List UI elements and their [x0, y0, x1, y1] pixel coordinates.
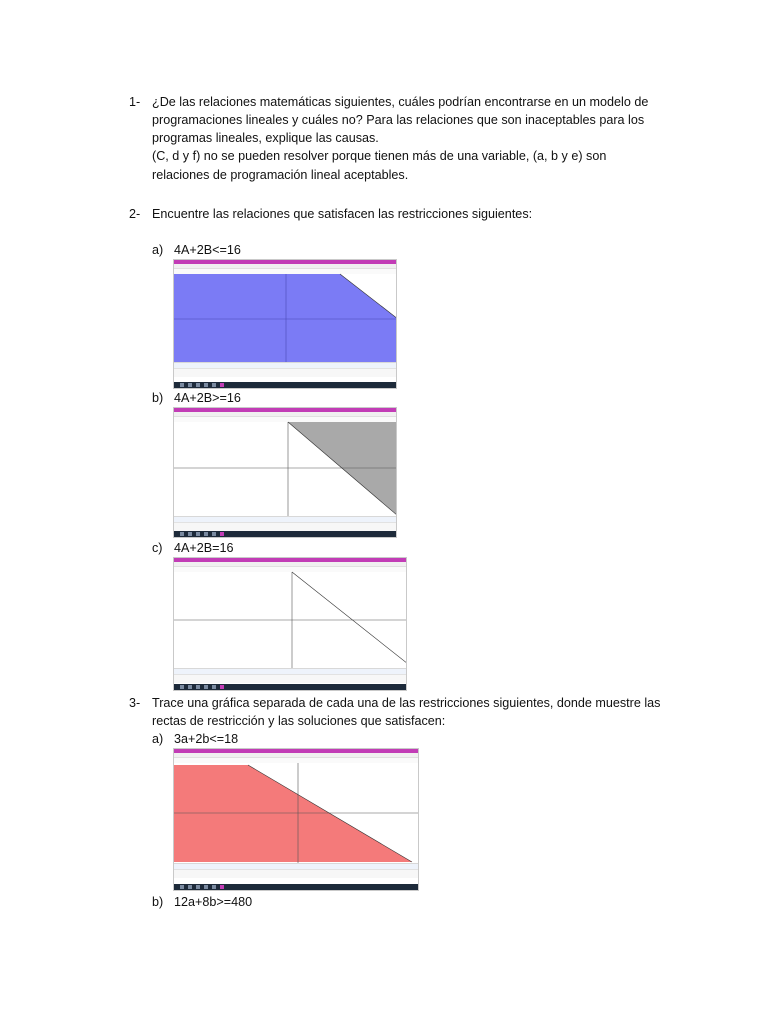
screenshot-2b — [173, 407, 397, 538]
q2-item-a-label: a) — [152, 243, 164, 257]
q2-item-b-text: 4A+2B>=16 — [174, 391, 241, 405]
q2-number: 2- — [129, 207, 141, 221]
window-algebra-bar — [174, 522, 396, 531]
q2-item-b-label: b) — [152, 391, 164, 405]
q2-item-c-text: 4A+2B=16 — [174, 541, 234, 555]
q3-number: 3- — [129, 696, 141, 710]
os-taskbar — [174, 531, 396, 537]
window-algebra-bar — [174, 368, 396, 377]
screenshot-3a — [173, 748, 419, 891]
q1-line-2: programaciones lineales y cuáles no? Para las relaciones que son inaceptables para los — [152, 113, 645, 127]
q2-item-a-text: 4A+2B<=16 — [174, 243, 241, 257]
screenshot-2a — [173, 259, 397, 389]
os-taskbar — [174, 382, 396, 388]
window-algebra-bar — [174, 674, 406, 683]
q1-number: 1- — [129, 95, 141, 109]
screenshot-2c — [173, 557, 407, 691]
q2-item-c-label: c) — [152, 541, 163, 555]
q3-item-a-text: 3a+2b<=18 — [174, 732, 239, 746]
q1-line-3: programas lineales, explique las causas. — [152, 131, 379, 145]
q1-line-5: relaciones de programación lineal aceptables. — [152, 168, 409, 182]
os-taskbar — [174, 684, 406, 690]
q3-item-a-label: a) — [152, 732, 164, 746]
q3-line-1: Trace una gráfica separada de cada una de las restricciones siguientes, donde muestre las — [152, 696, 661, 710]
q1-line-1: ¿De las relaciones matemáticas siguientes, cuáles podrían encontrarse en un modelo de — [152, 95, 649, 109]
os-taskbar — [174, 884, 418, 890]
q3-item-b-label: b) — [152, 895, 164, 909]
q1-line-4: (C, d y f) no se pueden resolver porque tienen más de una variable, (a, b y e) son — [152, 149, 607, 163]
q2-text: Encuentre las relaciones que satisfacen las restricciones siguientes: — [152, 207, 533, 221]
q3-item-b-text: 12a+8b>=480 — [174, 895, 253, 909]
q3-line-2: rectas de restricción y las soluciones que satisfacen: — [152, 714, 446, 728]
window-algebra-bar — [174, 869, 418, 878]
